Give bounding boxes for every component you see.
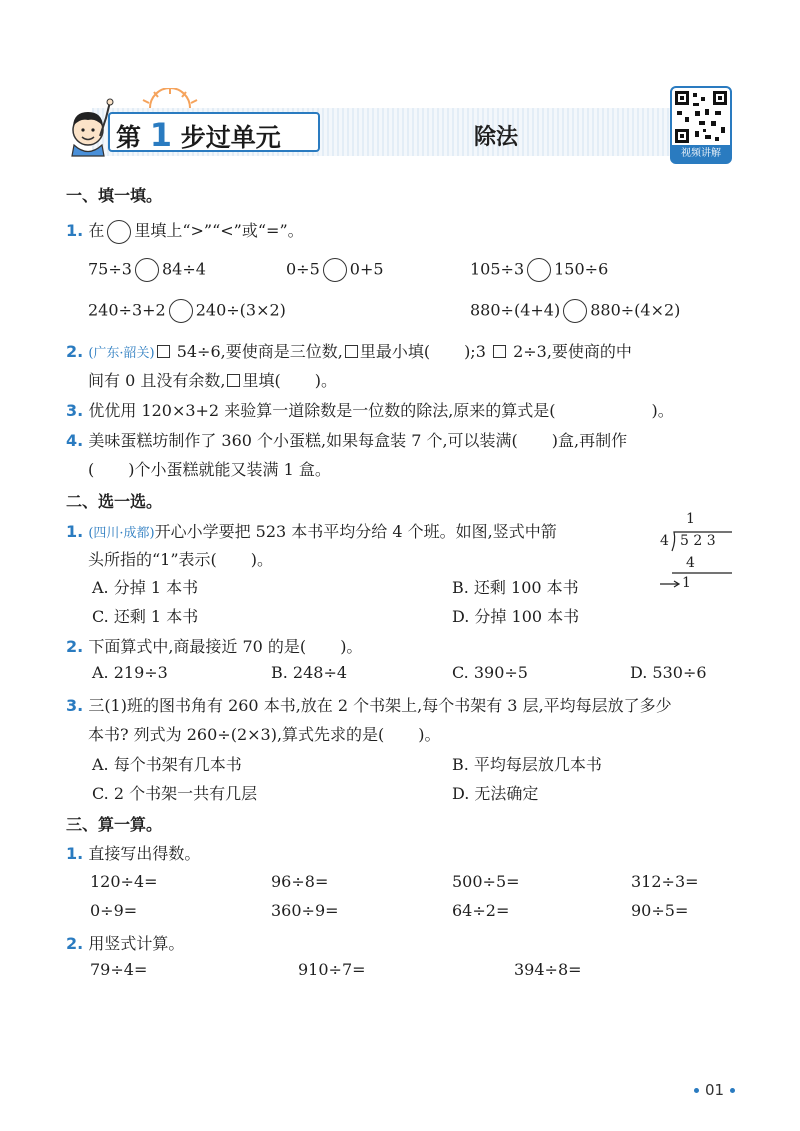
text: 开心小学要把 523 本书平均分给 4 个班。如图,竖式中箭 <box>154 522 557 541</box>
text: )。 <box>651 401 674 420</box>
text: 里最小填( <box>359 342 431 361</box>
qr-code-icon <box>675 91 727 143</box>
text: 里填( <box>242 371 281 390</box>
text: 2÷3,要使商的中 <box>513 342 632 361</box>
s1-q1-prompt <box>66 218 304 244</box>
s3-q2 <box>66 931 184 954</box>
mental-calc-item[interactable]: 64÷2= <box>452 901 510 920</box>
mental-calc-item[interactable]: 90÷5= <box>631 901 689 920</box>
expr-right: 0+5 <box>349 259 384 279</box>
text: )盒,再制作 <box>551 431 628 450</box>
mental-calc-item[interactable]: 0÷9= <box>90 901 138 920</box>
qr-code-box[interactable] <box>670 86 732 164</box>
answer-box[interactable] <box>157 345 170 358</box>
question-number: 1. <box>66 844 84 863</box>
expr-left: 75÷3 <box>88 259 132 279</box>
answer-box[interactable] <box>227 374 240 387</box>
answer-circle[interactable] <box>323 258 347 282</box>
section-title-fill: 一、填一填。 <box>66 186 163 205</box>
mental-calc-item[interactable]: 360÷9= <box>271 901 339 920</box>
expr-right: 880÷(4×2) <box>590 300 681 320</box>
option-a[interactable]: A. 分掉 1 本书 <box>92 578 199 597</box>
division-bracket-icon <box>660 511 736 595</box>
mental-calc-item[interactable]: 96÷8= <box>271 872 329 891</box>
s2-q1-line1 <box>66 519 557 542</box>
question-number: 3. <box>66 401 84 420</box>
answer-circle[interactable] <box>107 220 131 244</box>
dot-icon <box>694 1088 699 1093</box>
unit-title <box>116 116 281 154</box>
question-number: 3. <box>66 696 84 715</box>
division-dividend: 5 2 3 <box>680 533 716 549</box>
s1-q4-line2 <box>88 457 331 480</box>
answer-circle[interactable] <box>563 299 587 323</box>
step-number: 1 <box>149 116 172 154</box>
option-c[interactable]: C. 还剩 1 本书 <box>92 607 199 626</box>
sun-rays-icon <box>140 88 200 110</box>
text: 下面算式中,商最接近 70 的是( <box>88 637 307 656</box>
text: 三(1)班的图书角有 260 本书,放在 2 个书架上,每个书架有 3 层,平均每层放了多少 <box>88 696 672 715</box>
mental-calc-item[interactable]: 120÷4= <box>90 872 158 891</box>
long-division-figure <box>660 511 736 595</box>
text: )。 <box>314 371 337 390</box>
option-a[interactable]: A. 每个书架有几本书 <box>92 755 242 774</box>
expr-right: 150÷6 <box>554 259 609 279</box>
s2-q3-line2 <box>88 722 441 745</box>
step-prefix: 第 <box>116 123 142 152</box>
region-tag: (四川·成都) <box>88 526 155 541</box>
text: 里填上“>”“<”或“=”。 <box>134 221 304 240</box>
region-tag: (广东·韶关) <box>88 346 155 361</box>
text: );3 <box>464 342 486 361</box>
s3-q1 <box>66 841 200 864</box>
mental-calc-item[interactable]: 312÷3= <box>631 872 699 891</box>
compare-item <box>88 299 286 323</box>
vertical-calc-item[interactable]: 910÷7= <box>298 960 366 979</box>
text: ( <box>88 460 95 479</box>
option-a[interactable]: A. 219÷3 <box>92 663 168 682</box>
option-d[interactable]: D. 分掉 100 本书 <box>452 607 580 626</box>
text: 头所指的“1”表示( <box>88 550 217 569</box>
option-c[interactable]: C. 2 个书架一共有几层 <box>92 784 258 803</box>
s1-q2-line2 <box>88 368 337 391</box>
s2-q3-line1 <box>66 693 672 716</box>
expr-left: 880÷(4+4) <box>470 300 561 320</box>
expr-left: 105÷3 <box>470 259 525 279</box>
question-number: 4. <box>66 431 84 450</box>
text: 用竖式计算。 <box>88 934 185 953</box>
answer-circle[interactable] <box>169 299 193 323</box>
option-d[interactable]: D. 无法确定 <box>452 784 539 803</box>
s1-q2-line1 <box>66 339 632 362</box>
text: 美味蛋糕坊制作了 360 个小蛋糕,如果每盒装 7 个,可以装满( <box>88 431 518 450</box>
expr-left: 240÷3+2 <box>88 300 166 320</box>
expr-right: 84÷4 <box>161 259 206 279</box>
expr-left: 0÷5 <box>286 259 320 279</box>
s2-q1-line2 <box>88 547 273 570</box>
step-suffix: 步过单元 <box>180 123 281 152</box>
page-number: 01 <box>705 1081 725 1099</box>
text: 直接写出得数。 <box>88 844 201 863</box>
qr-caption: 视频讲解 <box>672 145 730 162</box>
division-divisor: 4 <box>660 533 669 549</box>
option-d[interactable]: D. 530÷6 <box>630 663 707 682</box>
compare-item <box>88 258 206 282</box>
answer-box[interactable] <box>493 345 506 358</box>
text: 在 <box>88 221 105 240</box>
answer-circle[interactable] <box>527 258 551 282</box>
vertical-calc-item[interactable]: 394÷8= <box>514 960 582 979</box>
expr-right: 240÷(3×2) <box>195 300 286 320</box>
division-remainder: 1 <box>682 575 691 591</box>
compare-item <box>286 258 384 282</box>
text: 54÷6,要使商是三位数, <box>176 342 343 361</box>
question-number: 1. <box>66 221 84 240</box>
option-b[interactable]: B. 248÷4 <box>271 663 348 682</box>
dot-icon <box>730 1088 735 1093</box>
question-number: 2. <box>66 934 84 953</box>
answer-box[interactable] <box>345 345 358 358</box>
topic-title: 除法 <box>474 125 519 150</box>
division-product: 4 <box>686 555 695 571</box>
text: )个小蛋糕就能又装满 1 盒。 <box>128 460 331 479</box>
text: 间有 0 且没有余数, <box>88 371 226 390</box>
answer-circle[interactable] <box>135 258 159 282</box>
vertical-calc-item[interactable]: 79÷4= <box>90 960 148 979</box>
text: )。 <box>418 725 441 744</box>
option-b[interactable]: B. 还剩 100 本书 <box>452 578 579 597</box>
page-footer <box>688 1080 741 1099</box>
compare-item <box>470 258 608 282</box>
text: )。 <box>340 637 363 656</box>
question-number: 1. <box>66 522 84 541</box>
compare-item <box>470 299 680 323</box>
section-title-calculate: 三、算一算。 <box>66 815 163 834</box>
question-number: 2. <box>66 637 84 656</box>
s2-q2 <box>66 634 362 657</box>
option-b[interactable]: B. 平均每层放几本书 <box>452 755 602 774</box>
text: )。 <box>250 550 274 569</box>
s1-q4-line1 <box>66 428 627 451</box>
section-title-choose: 二、选一选。 <box>66 492 163 511</box>
s1-q3 <box>66 398 674 421</box>
division-quotient: 1 <box>686 511 695 527</box>
text: 本书? 列式为 260÷(2×3),算式先求的是( <box>88 725 385 744</box>
mental-calc-item[interactable]: 500÷5= <box>452 872 520 891</box>
text: 优优用 120×3+2 来验算一道除数是一位数的除法,原来的算式是( <box>88 401 556 420</box>
question-number: 2. <box>66 342 84 361</box>
option-c[interactable]: C. 390÷5 <box>452 663 528 682</box>
